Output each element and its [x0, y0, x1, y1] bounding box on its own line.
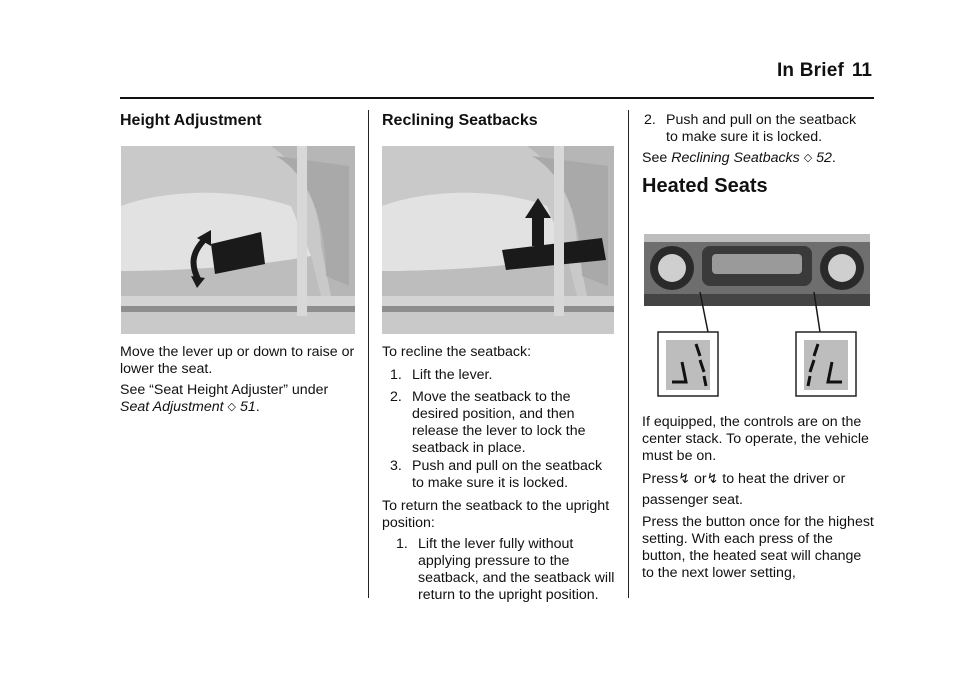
heated-seats-para1: If equipped, the controls are on the center stack. To operate, the vehicle must be on.	[642, 414, 869, 464]
passenger-heated-seat-icon: ↯	[706, 470, 719, 486]
reclining-seatbacks-heading: Reclining Seatbacks	[382, 112, 538, 129]
seat-recline-illustration	[382, 146, 614, 334]
seat-adjustment-link[interactable]: Seat Adjustment	[120, 399, 224, 415]
column-2: Reclining Seatbacks To recline the seatback: 1. Lift the lever. 2. Move the seatback to the desired position, and then release the lever to lock the seatback in place. 3. Push and pull on the seatback to make sure it is locked. To return the seatback to the upright position: 1. Lift the lever fully without applying pressure to the seatback, and the seatback will return to the upright position.	[382, 110, 622, 610]
heated-seats-press-cont: passenger seat.	[642, 492, 743, 508]
column-divider-2	[628, 110, 629, 598]
reclining-see-ref: See Reclining Seatbacks ◇ 52.	[642, 150, 836, 166]
upright-intro: To return the seatback to the upright position:	[382, 498, 610, 531]
see-page-number: 51	[239, 399, 256, 415]
heated-seats-heading: Heated Seats	[642, 175, 768, 197]
seat-height-illustration	[121, 146, 355, 334]
page-reference-icon: ◇	[227, 401, 236, 413]
reclining-seatbacks-link[interactable]: Reclining Seatbacks	[671, 150, 800, 166]
recline-intro: To recline the seatback:	[382, 344, 532, 360]
heated-seats-para3: Press the button once for the highest setting. With each press of the button, the heated seat will change to the next lower setting,	[642, 514, 874, 581]
see-prefix: See “Seat Height Adjuster” under	[120, 382, 329, 398]
heated-seats-press-line: Press↯ or↯ to heat the driver or	[642, 470, 846, 487]
driver-heated-seat-icon: ↯	[678, 470, 690, 486]
page-reference-icon: ◇	[803, 152, 813, 164]
heated-seat-controls-illustration	[642, 232, 872, 400]
header-rule	[120, 97, 874, 99]
running-header-title: In Brief	[776, 60, 844, 81]
page-number: 11	[851, 60, 872, 81]
height-adjustment-see-ref: See “Seat Height Adjuster” under Seat Adjustment ◇ 51.	[120, 382, 329, 415]
column-divider-1	[368, 110, 369, 598]
column-1	[120, 110, 360, 610]
height-adjustment-text: Move the lever up or down to raise or lower the seat.	[120, 344, 355, 377]
height-adjustment-heading: Height Adjustment	[120, 112, 262, 129]
column-3: 2. Push and pull on the seatback to make sure it is locked. See Reclining Seatbacks ◇ 52. Heated Seats If equipped, the controls are on the center stack. To operate, the vehicle must be on. Press↯ or↯ to heat the driver or passenger seat. Press the button once for the highest setting. With each press of the button, the heated seat will change to the next lower setting,	[642, 110, 882, 610]
